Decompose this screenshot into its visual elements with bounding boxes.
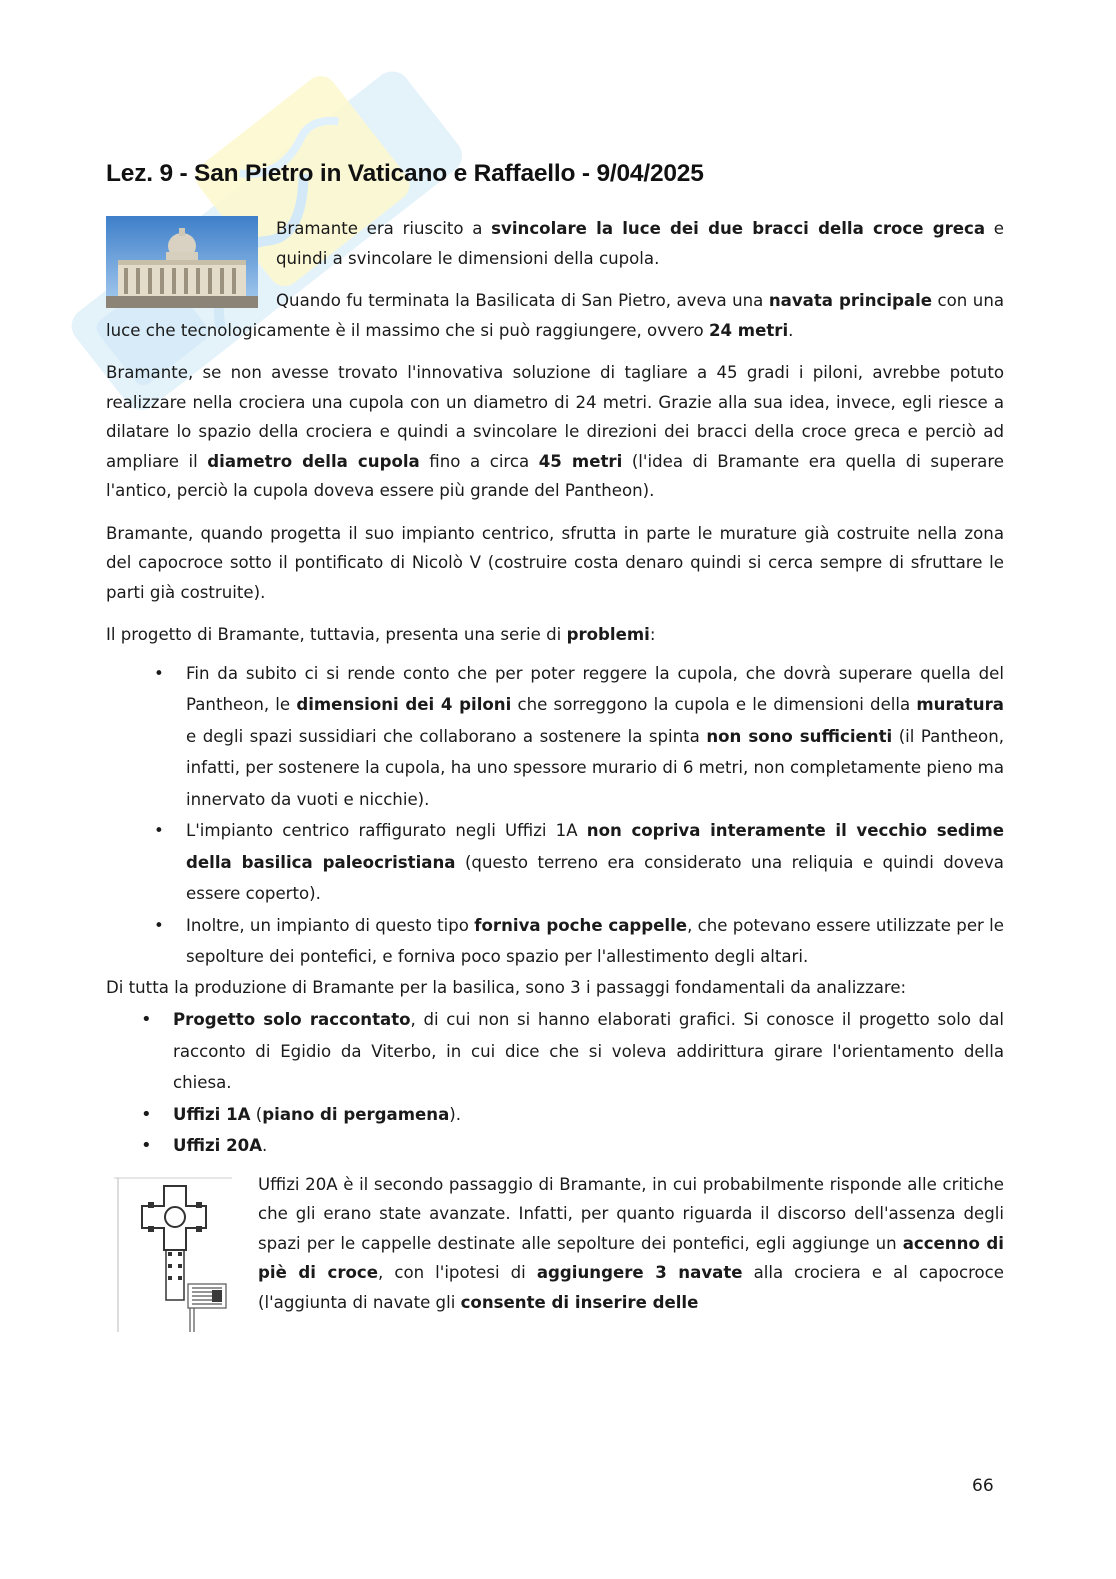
text: ( — [250, 1104, 263, 1124]
bold-text: navata principale — [768, 291, 933, 310]
bold-text: Progetto solo raccontato — [173, 1010, 411, 1029]
basilica-photo — [106, 216, 258, 308]
text: Bramante era riuscito a — [276, 219, 492, 238]
bold-text: forniva poche cappelle — [474, 915, 688, 935]
paragraph-cupola — [106, 358, 1004, 506]
text: (questo terreno era considerato una reliquia e quindi doveva essere coperto). — [186, 852, 1004, 903]
text: (il Pantheon, infatti, per sostenere la cupola, ha uno spessore murario di 6 metri, non completamente pieno ma innervato da vuoti e nicchie). — [186, 726, 1004, 809]
bold-text: non copriva interamente il vecchio sedime della basilica paleocristiana — [186, 821, 1004, 872]
passages-list — [106, 1004, 1004, 1162]
text: (l'idea di Bramante era quella di superare l'antico, perciò la cupola doveva essere più grande del Pantheon). — [106, 451, 1004, 500]
bold-text: Uffizi 1A — [173, 1104, 251, 1124]
page-number: 66 — [972, 1476, 994, 1496]
text: , di cui non si hanno elaborati grafici. Si conosce il progetto solo dal racconto di Egidio da Viterbo, in cui dice che si voleva addirittura girare l'orientamento della chiesa. — [173, 1010, 1004, 1092]
bold-text: 24 metri — [708, 320, 789, 340]
text: che sorreggono la cupola e le dimensioni della — [511, 695, 917, 714]
text: L'impianto centrico raffigurato negli Uffizi 1A — [186, 821, 587, 840]
bold-text: problemi — [566, 625, 650, 644]
list-item — [106, 1130, 1004, 1162]
paragraph-uffizi-20a — [106, 1170, 1004, 1318]
text: . — [788, 320, 794, 340]
text: e quindi a svincolare le dimensioni della cupola. — [276, 219, 1005, 268]
page-title: Lez. 9 - San Pietro in Vaticano e Raffaello - 9/04/2025 — [106, 160, 704, 187]
text: fino a circa — [419, 451, 539, 471]
text: : — [649, 625, 656, 644]
bold-text: aggiungere 3 navate — [536, 1263, 743, 1282]
list-item — [106, 910, 1004, 973]
text: . — [262, 1136, 268, 1155]
text: Il progetto di Bramante, tuttavia, presenta una serie di — [106, 625, 567, 644]
text: Fin da subito ci si rende conto che per poter reggere la cupola, che dovrà superare quella del Pantheon, le — [186, 663, 1004, 714]
text: ). — [449, 1104, 462, 1124]
bold-text: svincolare la luce dei due bracci della croce greca — [491, 219, 986, 238]
text: , che potevano essere utilizzate per le sepolture dei pontefici, e forniva poco spazio per l'allestimento degli altari. — [186, 915, 1004, 966]
bold-text: muratura — [916, 695, 1004, 714]
bold-text: diametro della cupola — [207, 451, 420, 471]
bold-text: consente di inserire delle — [460, 1292, 699, 1312]
problems-list — [106, 658, 1004, 973]
text: Bramante, se non avesse trovato l'innovativa soluzione di tagliare a 45 gradi i piloni, avrebbe potuto realizzare nella crociera una cupola con un diametro di 24 metri. Grazie alla sua idea, invece, egli riesce a dilatare lo spazio della crociera e quindi a svincolare le direzioni dei bracci della croce greca e perciò ad ampliare il — [106, 363, 1004, 471]
document-body — [106, 160, 1004, 1346]
text: e degli spazi sussidiari che collaborano a sostenere la spinta — [186, 726, 707, 746]
uffizi-section — [106, 1170, 1004, 1318]
list-item — [106, 1004, 1004, 1099]
list-item — [106, 815, 1004, 910]
text: con una luce che tecnologicamente è il massimo che si può raggiungere, ovvero — [106, 291, 1005, 340]
text: Quando fu terminata la Basilicata di San Pietro, aveva una — [276, 291, 769, 310]
text: alla crociera e al capocroce (l'aggiunta di navate gli — [258, 1263, 1005, 1312]
paragraph-problemi — [106, 620, 1004, 650]
paragraph-impianto: Bramante, quando progetta il suo impianto centrico, sfrutta in parte le murature già costruite nella zona del capocroce sotto il pontificato di Nicolò V (costruire costa denaro quindi si cerca sempre di sfruttare le parti già costruite). — [106, 523, 1004, 602]
bold-text: Uffizi 20A — [173, 1136, 263, 1155]
list-item — [106, 1099, 1004, 1131]
bold-text: 45 metri — [538, 451, 623, 471]
text: Uffizi 20A è il secondo passaggio di Bramante, in cui probabilmente risponde alle critiche che gli erano state avanzate. Infatti, per quanto riguarda il discorso dell'assenza degli spazi per le cappelle destinate alle sepolture dei pontefici, egli aggiunge un — [258, 1174, 1004, 1253]
text: Inoltre, un impianto di questo tipo — [186, 915, 475, 935]
bold-text: non sono sufficienti — [706, 726, 893, 746]
list-item — [106, 658, 1004, 816]
text: , con l'ipotesi di — [378, 1263, 537, 1282]
floor-plan-drawing — [112, 1172, 238, 1340]
bold-text: accenno di piè di croce — [258, 1233, 1004, 1282]
paragraph-passaggi: Di tutta la produzione di Bramante per la basilica, sono 3 i passaggi fondamentali da analizzare: — [106, 977, 907, 997]
bold-text: piano di pergamena — [262, 1104, 450, 1124]
bold-text: dimensioni dei 4 piloni — [296, 695, 512, 714]
